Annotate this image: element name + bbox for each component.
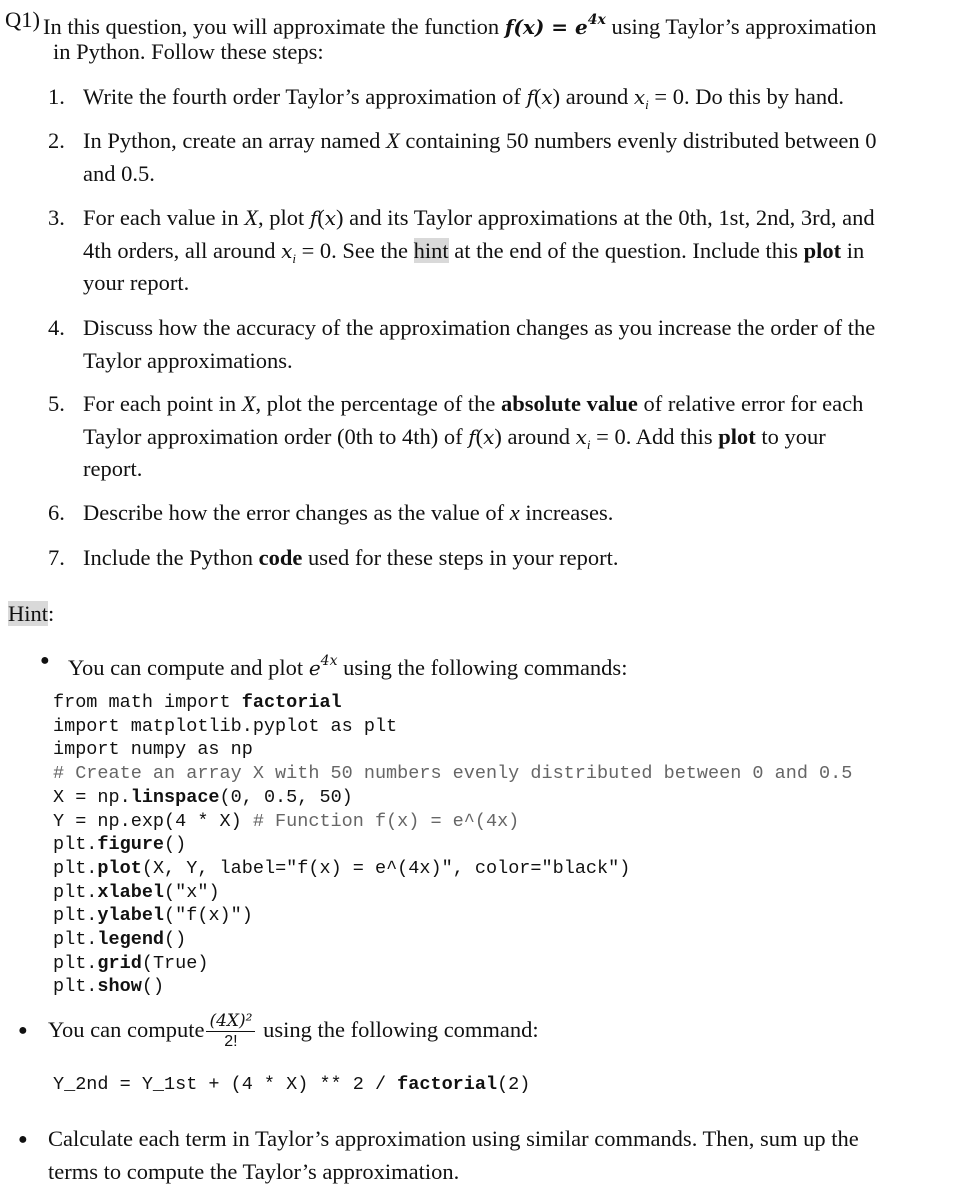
- text-segment: (True): [141, 952, 209, 974]
- bullet-icon: ●: [18, 1131, 28, 1148]
- code-keyword: figure: [97, 834, 165, 856]
- code-line: [53, 857, 852, 881]
- text-segment: For each point in: [83, 391, 242, 416]
- step-2-line: [83, 125, 877, 158]
- text-segment: Taylor approximation order (0th to 4th) of: [83, 423, 469, 449]
- text-segment: For each value in: [83, 205, 245, 230]
- code-keyword: factorial: [241, 692, 342, 713]
- text-segment: report.: [83, 456, 143, 481]
- code-line: [53, 762, 852, 786]
- text-segment: code: [258, 545, 303, 570]
- text-segment: e: [574, 15, 588, 39]
- text-segment: Describe how the error changes as the value of: [83, 500, 510, 525]
- text-segment: (): [164, 834, 187, 856]
- text-segment: and 0.5.: [83, 160, 155, 186]
- question-label: Q1): [5, 7, 40, 32]
- text-segment: e: [308, 656, 321, 680]
- text-segment: plt.: [53, 834, 98, 856]
- bullet-3-line: [48, 1156, 859, 1189]
- code-comment: # Create an array X with 50 numbers evenly distributed between 0 and 0.5: [53, 763, 853, 785]
- hint-bullet-1: [68, 645, 627, 685]
- text-segment: plot: [803, 237, 842, 263]
- text-segment: to your: [755, 423, 826, 449]
- fraction: [206, 1011, 255, 1052]
- text-segment: (): [164, 929, 187, 951]
- text-segment: plot: [718, 423, 756, 449]
- text-segment: , plot: [257, 205, 310, 230]
- text-segment: x: [541, 85, 553, 109]
- bullet-2-text-after: using the following command:: [257, 1017, 539, 1042]
- hint-bullet-3: [48, 1123, 859, 1188]
- code-line: [53, 691, 852, 715]
- text-segment: absolute value: [501, 391, 638, 416]
- highlighted-text: hint: [413, 237, 449, 263]
- text-segment: (2): [497, 1074, 531, 1095]
- hint-heading: [8, 598, 54, 631]
- text-segment: In this question, you will approximate the function: [43, 14, 505, 39]
- text-segment: (: [475, 423, 484, 449]
- text-segment: f: [468, 424, 476, 449]
- text-segment: (: [513, 15, 523, 39]
- text-segment: i: [586, 436, 591, 452]
- text-segment: You can compute and plot: [68, 655, 309, 680]
- code-keyword: show: [97, 976, 142, 998]
- text-segment: terms to compute the Taylor’s approximation.: [48, 1158, 460, 1184]
- text-segment: X = np.: [53, 786, 131, 808]
- text-segment: x: [575, 424, 587, 449]
- step-5-line: [83, 421, 826, 462]
- code-keyword: grid: [97, 952, 142, 974]
- code-line: [53, 833, 852, 857]
- text-segment: x: [281, 238, 293, 263]
- text-segment: In Python, create an array named: [83, 128, 386, 153]
- text-segment: from math import: [53, 692, 242, 713]
- text-segment: f: [504, 15, 514, 39]
- step-number: 6.: [48, 500, 65, 525]
- text-segment: (: [533, 84, 542, 109]
- code-line: [53, 975, 852, 999]
- code-line: [53, 904, 852, 928]
- text-segment: X: [241, 391, 256, 416]
- text-segment: 4x: [320, 653, 338, 669]
- text-segment: x: [324, 206, 337, 230]
- step-2-line: [83, 158, 155, 191]
- text-segment: using the following commands:: [337, 655, 628, 680]
- text-segment: plt.: [53, 881, 98, 903]
- step-3-line: [83, 202, 875, 235]
- text-segment: plt.: [53, 857, 98, 879]
- text-segment: ("f(x)"): [164, 905, 253, 927]
- text-segment: plt.: [53, 976, 98, 998]
- step-5-line: [83, 453, 142, 486]
- code-line: [53, 810, 852, 834]
- text-segment: 4th orders, all around: [83, 237, 282, 263]
- text-segment: ) =: [534, 15, 575, 39]
- code-keyword: ylabel: [97, 905, 165, 927]
- text-segment: = 0. See the: [295, 237, 414, 263]
- code-block: [53, 691, 852, 999]
- text-segment: Y = np.exp(4 * X): [53, 810, 253, 832]
- code-line: [53, 928, 852, 952]
- text-segment: x: [483, 424, 495, 449]
- text-segment: plt.: [53, 905, 98, 927]
- step-4-line: [83, 345, 293, 378]
- text-segment: (: [317, 205, 325, 230]
- text-segment: Y_2nd = Y_1st + (4 * X) ** 2 /: [53, 1074, 398, 1095]
- text-segment: import matplotlib.pyplot as plt: [53, 715, 398, 737]
- text-segment: x: [633, 85, 646, 109]
- text-segment: containing 50 numbers evenly distributed between 0: [399, 128, 877, 153]
- step-number: 2.: [48, 128, 65, 153]
- text-segment: your report.: [83, 270, 190, 295]
- text-segment: i: [292, 250, 296, 266]
- fraction-numerator: (4X)²: [206, 1011, 255, 1032]
- text-segment: plt.: [53, 929, 98, 951]
- step-number: 3.: [48, 205, 65, 230]
- code-keyword: linspace: [130, 786, 220, 808]
- step-number: 1.: [48, 84, 65, 109]
- code-line: [53, 715, 852, 739]
- question-line-2: [53, 36, 324, 69]
- text-segment: X: [386, 128, 400, 153]
- text-segment: i: [645, 97, 649, 112]
- text-segment: 4x: [587, 12, 606, 28]
- text-segment: in: [841, 237, 865, 263]
- code-line: [53, 881, 852, 905]
- step-number: 5.: [48, 391, 65, 416]
- text-segment: Taylor approximations.: [83, 347, 293, 373]
- code-keyword: plot: [97, 857, 142, 879]
- text-segment: f: [309, 206, 318, 230]
- text-segment: Calculate each term in Taylor’s approximation using similar commands. Then, sum up the: [48, 1126, 859, 1151]
- text-segment: at the end of the question. Include this: [448, 237, 804, 263]
- bullet-icon: ●: [40, 652, 50, 669]
- step-6-line: [83, 497, 613, 530]
- bullet-3-line: [48, 1123, 859, 1156]
- text-segment: ) around: [552, 84, 634, 109]
- step-number: 7.: [48, 545, 65, 570]
- text-segment: import numpy as np: [53, 739, 253, 761]
- step-4-line: [83, 312, 875, 345]
- text-segment: increases.: [519, 500, 614, 525]
- text-segment: (0, 0.5, 50): [219, 786, 353, 808]
- bullet-2-text-before: You can compute: [48, 1017, 205, 1042]
- text-segment: of relative error for each: [637, 391, 864, 416]
- text-segment: x: [509, 500, 520, 525]
- bullet-icon: ●: [18, 1022, 28, 1039]
- step-7-line: [83, 542, 619, 575]
- step-1-line: [83, 81, 844, 122]
- code-line: [53, 738, 852, 762]
- text-segment: Discuss how the accuracy of the approximation changes as you increase the order of the: [83, 315, 876, 340]
- step-5-line: [83, 388, 863, 421]
- text-segment: = 0. Add this: [590, 423, 719, 449]
- text-segment: ("x"): [164, 881, 220, 903]
- hint-bullet-2: [48, 1000, 539, 1060]
- hint-colon: :: [48, 601, 55, 626]
- code-line: [53, 952, 852, 976]
- step-3-line: [83, 235, 864, 276]
- text-segment: , plot the percentage of the: [255, 391, 502, 416]
- text-segment: using Taylor’s approximation: [605, 14, 877, 39]
- code-comment: # Function f(x) = e^(4x): [252, 810, 520, 832]
- text-segment: in Python. Follow these steps:: [53, 39, 324, 64]
- code-keyword: xlabel: [97, 881, 165, 903]
- text-segment: f: [526, 85, 534, 109]
- text-segment: (X, Y, label="f(x) = e^(4x)", color="black"): [141, 857, 631, 879]
- code-line: [53, 786, 852, 810]
- text-segment: (): [141, 976, 165, 998]
- text-segment: Include the Python: [83, 545, 259, 570]
- text-segment: x: [522, 15, 535, 39]
- step-3-line: [83, 267, 189, 300]
- code-line-2: [53, 1073, 530, 1097]
- text-segment: Write the fourth order Taylor’s approximation of: [83, 84, 527, 109]
- code-keyword: legend: [97, 929, 165, 951]
- text-segment: ) and its Taylor approximations at the 0th, 1st, 2nd, 3rd, and: [336, 205, 875, 230]
- text-segment: plt.: [53, 952, 98, 974]
- fraction-denominator: 2!: [224, 1033, 238, 1051]
- text-segment: = 0. Do this by hand.: [648, 84, 844, 109]
- hint-label: Hint: [8, 601, 49, 626]
- code-keyword: factorial: [397, 1074, 498, 1095]
- step-number: 4.: [48, 315, 65, 340]
- text-segment: used for these steps in your report.: [302, 545, 619, 570]
- text-segment: X: [244, 205, 258, 230]
- text-segment: ) around: [494, 423, 576, 449]
